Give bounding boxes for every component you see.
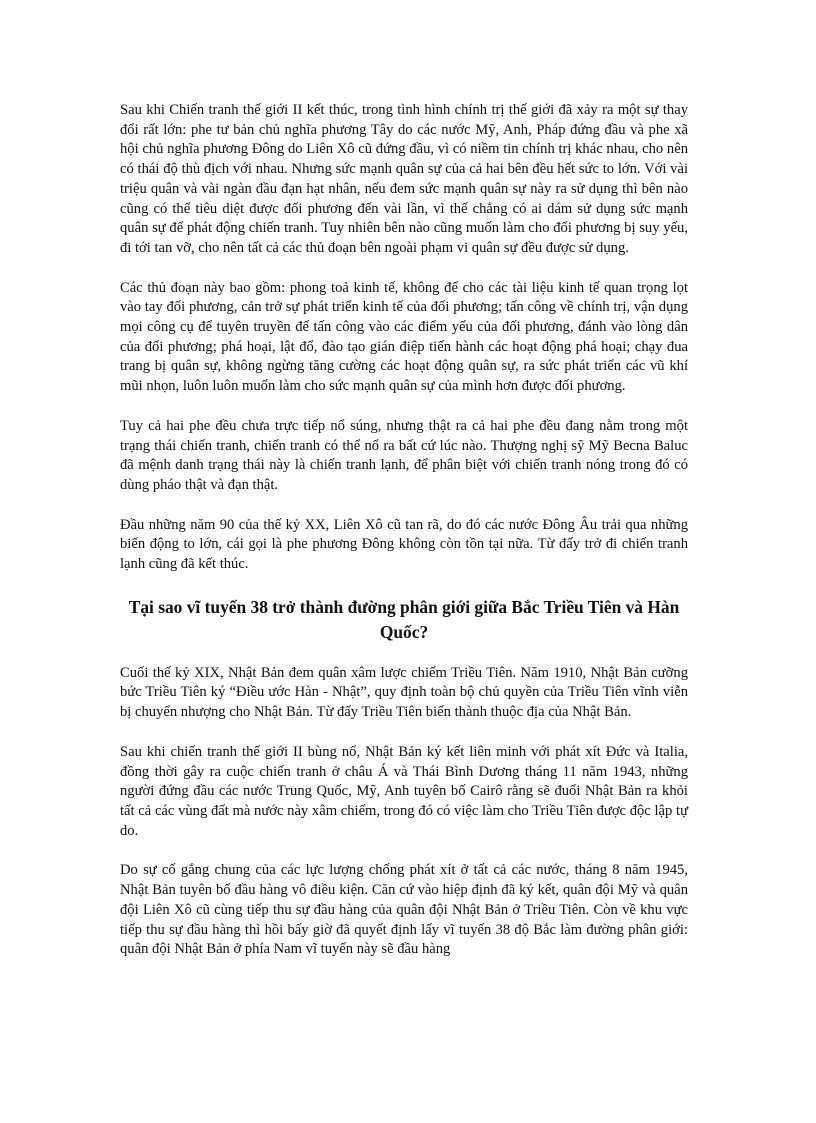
paragraph-cold-war-origin: Sau khi Chiến tranh thế giới II kết thúc, trong tình hình chính trị thế giới đã xảy ra một sự thay đổi rất lớn: phe tư bản chủ nghĩa phương Tây do các nước Mỹ, Anh, Pháp đứng đầu và phe xã hội chủ nghĩa phương Đông do Liên Xô cũ đứng đầu, vì có niềm tin chính trị khác nhau, cho nên có thái độ thù địch với nhau. Nhưng sức mạnh quân sự của cả hai bên đều hết sức to lớn. Với vài triệu quân và vài ngàn đầu đạn hạt nhân, nếu đem sức mạnh quân sự này ra sử dụng thì bên nào cũng có thể tiêu diệt được đối phương đến vài lần, vì thế chẳng có ai dám sử dụng sức mạnh quân sự để phát động chiến tranh. Tuy nhiên bên nào cũng muốn làm cho đối phương bị suy yếu, đi tới tan vỡ, cho nên tất cả các thủ đoạn bên ngoài phạm vi quân sự đều được sử dụng.	[120, 102, 688, 256]
document-page	[120, 101, 688, 980]
paragraph-cold-war-tactics: Các thủ đoạn này bao gồm: phong toả kinh tế, không để cho các tài liệu kinh tế quan trọng lọt vào tay đối phương, cản trở sự phát triển kinh tế của đối phương; tấn công về chính trị, vận dụng mọi công cụ để tuyên truyền để tấn công vào các điểm yếu của đối phương, đánh vào lòng dân của đối phương; phá hoại, lật đổ, đào tạo gián điệp tiến hành các hoạt động phá hoại; chạy đua trang bị quân sự, không ngừng tăng cường các hoạt động quân sự, ra sức phát triển các vũ khí mũi nhọn, luôn luôn muốn làm cho sức mạnh quân sự của mình hơn được đối phương.	[120, 279, 688, 395]
paragraph-cold-war-end: Đầu những năm 90 của thế kỷ XX, Liên Xô cũ tan rã, do đó các nước Đông Âu trải qua những biến động to lớn, cái gọi là phe phương Đông không còn tồn tại nữa. Từ đấy trở đi chiến tranh lạnh cũng đã kết thúc.	[120, 516, 688, 573]
paragraph-japan-surrender: Do sự cố gắng chung của các lực lượng chống phát xít ở tất cả các nước, tháng 8 năm 1945, Nhật Bản tuyên bố đầu hàng vô điều kiện. Căn cứ vào hiệp định đã ký kết, quân đội Mỹ và quân đội Liên Xô cũ cùng tiếp thu sự đầu hàng của quân đội Nhật Bản ở Triều Tiên. Còn về khu vực tiếp thu sự đầu hàng thì hồi bấy giờ đã quyết định lấy vĩ tuyến 38 độ Bắc làm đường phân giới: quân đội Nhật Bản ở phía Nam vĩ tuyến này sẽ đầu hàng	[120, 862, 688, 958]
section-heading-38th-parallel: Tại sao vĩ tuyến 38 trở thành đường phân giới giữa Bắc Triều Tiên và Hàn Quốc?	[128, 596, 680, 642]
paragraph-cold-war-definition: Tuy cả hai phe đều chưa trực tiếp nổ súng, nhưng thật ra cả hai phe đều đang nằm trong một trạng thái chiến tranh, chiến tranh có thể nổ ra bất cứ lúc nào. Thượng nghị sỹ Mỹ Becna Baluc đã mệnh danh trạng thái này là chiến tranh lạnh, để phân biệt với chiến tranh nóng trong đó có dùng pháo thật và đạn thật.	[120, 417, 688, 493]
paragraph-cairo-declaration: Sau khi chiến tranh thế giới II bùng nổ, Nhật Bản ký kết liên minh với phát xít Đức và Italia, đồng thời gây ra cuộc chiến tranh ở châu Á và Thái Bình Dương tháng 11 năm 1943, những người đứng đầu các nước Trung Quốc, Mỹ, Anh tuyên bố Cairô rằng sẽ đuổi Nhật Bản ra khỏi tất cả các vùng đất mà nước này xâm chiếm, trong đó có việc làm cho Triều Tiên được độc lập tự do.	[120, 743, 688, 839]
paragraph-korea-colonization: Cuối thế kỷ XIX, Nhật Bản đem quân xâm lược chiếm Triều Tiên. Năm 1910, Nhật Bản cưỡng bức Triều Tiên ký “Điều ước Hàn - Nhật”, quy định toàn bộ chủ quyền của Triều Tiên vĩnh viễn bị chuyển nhượng cho Nhật Bản. Từ đấy Triều Tiên biến thành thuộc địa của Nhật Bản.	[120, 664, 688, 721]
